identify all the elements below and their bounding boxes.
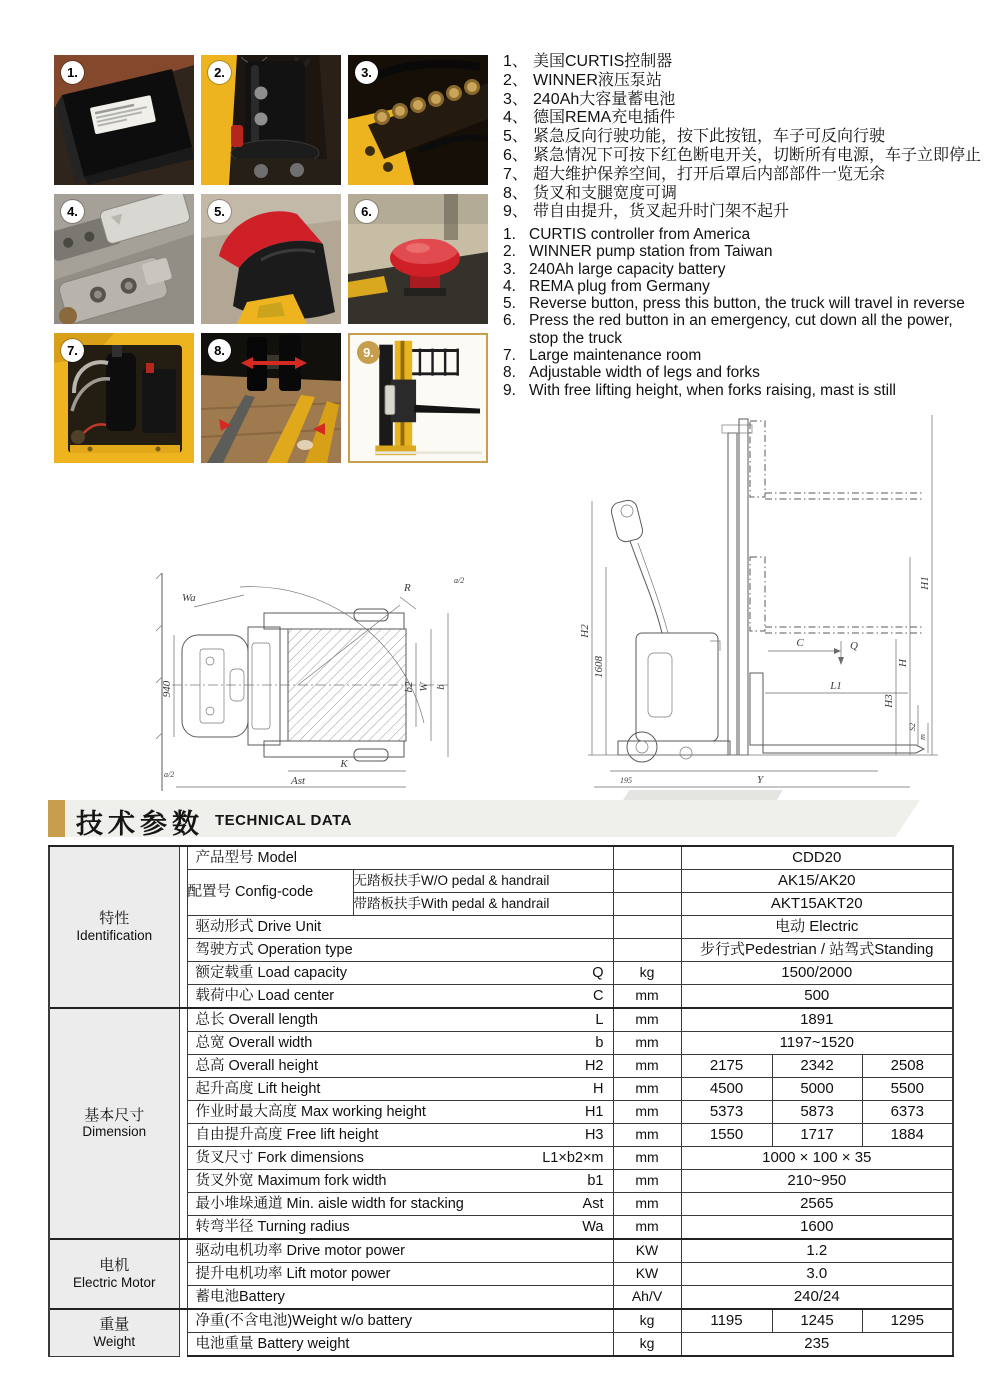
photo-number-badge: 4. — [61, 200, 84, 223]
spec-label: 作业时最大高度 Max working height H1 — [187, 1101, 613, 1124]
feature-item: 1、 美国CURTIS控制器 — [503, 53, 673, 70]
feature-item: 6. Press the red button in an emergency, cut down all the power, stop the truck — [503, 312, 953, 347]
dim-label-q: Q — [850, 640, 858, 652]
spec-label: 总长 Overall length L — [187, 1008, 613, 1032]
dim-label-h3: H3 — [883, 694, 895, 708]
dim-label-195: 195 — [620, 776, 632, 785]
feature-item: 4、 德国REMA充电插件 — [503, 109, 676, 127]
category-electric-motor: 电机 Electric Motor — [49, 1239, 179, 1309]
spec-unit: mm — [613, 1170, 681, 1193]
spec-value: 1500/2000 — [681, 962, 953, 985]
feature-item: 7. Large maintenance room — [503, 347, 702, 365]
spec-row — [49, 1008, 953, 1032]
spec-unit: mm — [613, 1055, 681, 1078]
dim-label-c: C — [796, 637, 804, 649]
photo-number-badge: 2. — [208, 61, 231, 84]
spec-unit — [613, 893, 681, 916]
spec-label: 提升电机功率 Lift motor power — [187, 1263, 613, 1286]
feature-item: 4. REMA plug from Germany — [503, 277, 710, 295]
spec-unit — [613, 870, 681, 893]
spec-value: 5873 — [772, 1101, 862, 1124]
spec-value: 1891 — [681, 1008, 953, 1032]
dim-label-wa: Wa — [182, 592, 196, 604]
spec-unit: Ah/V — [613, 1286, 681, 1310]
spec-unit: kg — [613, 962, 681, 985]
spec-label: 驱动电机功率 Drive motor power — [187, 1239, 613, 1263]
technical-data-table — [48, 845, 954, 1357]
dim-label-b: b — [435, 684, 447, 690]
header-decoration — [623, 790, 783, 800]
photo-5-reverse-button — [201, 194, 341, 324]
feature-item: 3、 240Ah大容量蓄电池 — [503, 90, 676, 108]
spec-value: AK15/AK20 — [681, 870, 953, 893]
dim-label-a2-bottom: a/2 — [164, 770, 175, 779]
spec-label: 货叉尺寸 Fork dimensions L1×b2×m — [187, 1147, 613, 1170]
spec-value: 1600 — [681, 1216, 953, 1240]
spec-label: 转弯半径 Turning radius Wa — [187, 1216, 613, 1240]
spec-label: 蓄电池Battery — [187, 1286, 613, 1310]
spec-label: 起升高度 Lift height H — [187, 1078, 613, 1101]
photo-1-curtis-controller — [54, 55, 194, 185]
spec-unit: KW — [613, 1263, 681, 1286]
spec-unit: mm — [613, 1216, 681, 1240]
spec-value: 1000 × 100 × 35 — [681, 1147, 953, 1170]
category-weight: 重量 Weight — [49, 1309, 179, 1356]
spec-unit: mm — [613, 985, 681, 1009]
spec-row — [49, 1239, 953, 1263]
table-gap — [179, 846, 187, 1008]
photo-number-badge: 3. — [355, 61, 378, 84]
spec-unit: mm — [613, 1101, 681, 1124]
spec-value: 5500 — [862, 1078, 953, 1101]
features-list-chinese — [503, 53, 995, 222]
photo-4-rema-plug — [54, 194, 194, 324]
dim-label-k: K — [340, 758, 348, 770]
spec-label: 驱动形式 Drive Unit — [187, 916, 613, 939]
spec-value: 1884 — [862, 1124, 953, 1147]
spec-unit: mm — [613, 1193, 681, 1216]
spec-value: 500 — [681, 985, 953, 1009]
spec-value: 2508 — [862, 1055, 953, 1078]
spec-label: 总高 Overall height H2 — [187, 1055, 613, 1078]
photo-number-badge: 7. — [61, 339, 84, 362]
feature-item: 2. WINNER pump station from Taiwan — [503, 243, 773, 261]
photo-number-badge: 1. — [61, 61, 84, 84]
feature-item: 1. CURTIS controller from America — [503, 226, 751, 243]
spec-sublabel: 带踏板扶手With pedal & handrail — [353, 893, 613, 916]
spec-value: 5373 — [681, 1101, 772, 1124]
spec-value: 3.0 — [681, 1263, 953, 1286]
spec-value: 1197~1520 — [681, 1032, 953, 1055]
dim-label-a2-top: a/2 — [454, 576, 465, 585]
dim-label-l1: L1 — [830, 680, 842, 692]
spec-value: AKT15AKT20 — [681, 893, 953, 916]
photo-3-battery — [348, 55, 488, 185]
spec-value: 235 — [681, 1333, 953, 1357]
spec-label: 货叉外宽 Maximum fork width b1 — [187, 1170, 613, 1193]
spec-row — [49, 846, 953, 870]
photo-number-badge: 9. — [357, 341, 380, 364]
feature-item: 7、 超大维护保养空间，打开后罩后内部部件一览无余 — [503, 165, 886, 183]
spec-value: 1245 — [772, 1309, 862, 1333]
feature-item: 5. Reverse button, press this button, the truck will travel in reverse — [503, 295, 965, 313]
feature-item: 5、 紧急反向行驶功能，按下此按钮，车子可反向行驶 — [503, 128, 886, 146]
spec-unit: kg — [613, 1333, 681, 1357]
spec-value: 1717 — [772, 1124, 862, 1147]
spec-value: 1195 — [681, 1309, 772, 1333]
spec-unit: kg — [613, 1309, 681, 1333]
feature-item: 8. Adjustable width of legs and forks — [503, 364, 760, 382]
dim-label-y: Y — [756, 774, 764, 786]
side-view-drawing — [578, 405, 946, 801]
spec-unit: KW — [613, 1239, 681, 1263]
spec-value: 步行式Pedestrian / 站驾式Standing — [681, 939, 953, 962]
dim-label-h: H — [897, 659, 909, 667]
dim-label-940: 940 — [161, 680, 173, 698]
table-gap — [179, 1309, 187, 1356]
photo-6-emergency-stop — [348, 194, 488, 324]
spec-label: 最小堆垛通道 Min. aisle width for stacking Ast — [187, 1193, 613, 1216]
spec-label: 产品型号 Model — [187, 846, 613, 870]
spec-unit: mm — [613, 1124, 681, 1147]
spec-unit — [613, 846, 681, 870]
header-accent-square — [48, 800, 65, 837]
spec-unit: mm — [613, 1147, 681, 1170]
spec-unit: mm — [613, 1032, 681, 1055]
spec-value: 2342 — [772, 1055, 862, 1078]
technical-data-header — [48, 800, 938, 837]
top-view-drawing — [148, 565, 470, 797]
dim-label-w: W — [418, 682, 430, 692]
spec-value: CDD20 — [681, 846, 953, 870]
category-identification: 特性 Identification — [49, 846, 179, 1008]
spec-label: 载荷中心 Load center C — [187, 985, 613, 1009]
photo-number-badge: 6. — [355, 200, 378, 223]
feature-item: 9. With free lifting height, when forks raising, mast is still — [503, 381, 896, 399]
spec-value: 1550 — [681, 1124, 772, 1147]
spec-value: 1.2 — [681, 1239, 953, 1263]
dim-label-r: R — [404, 582, 411, 594]
photo-9-free-lift-stacker — [348, 333, 488, 463]
photo-number-badge: 5. — [208, 200, 231, 223]
spec-value: 210~950 — [681, 1170, 953, 1193]
spec-label: 配置号 Config-code — [187, 870, 353, 916]
spec-value: 240/24 — [681, 1286, 953, 1310]
spec-label: 电池重量 Battery weight — [187, 1333, 613, 1357]
feature-item: 2、 WINNER液压泵站 — [503, 71, 662, 89]
spec-label: 驾驶方式 Operation type — [187, 939, 613, 962]
features-list-english — [503, 226, 973, 399]
section-title-chinese: 技术参数 — [76, 809, 204, 839]
spec-unit: mm — [613, 1008, 681, 1032]
spec-unit: mm — [613, 1078, 681, 1101]
photo-8-adjustable-forks — [201, 333, 341, 463]
photo-7-maintenance-room — [54, 333, 194, 463]
feature-item: 9、 带自由提升，货叉起升时门架不起升 — [503, 203, 790, 221]
spec-label: 额定载重 Load capacity Q — [187, 962, 613, 985]
table-gap — [179, 1008, 187, 1239]
spec-label: 净重(不含电池)Weight w/o battery — [187, 1309, 613, 1333]
dim-label-m: m — [918, 734, 927, 740]
spec-unit — [613, 916, 681, 939]
spec-value: 2565 — [681, 1193, 953, 1216]
spec-sublabel: 无踏板扶手W/O pedal & handrail — [353, 870, 613, 893]
dim-label-1608: 1608 — [593, 656, 605, 678]
spec-value: 4500 — [681, 1078, 772, 1101]
dim-label-s2: S2 — [908, 723, 917, 731]
feature-item: 6、 紧急情况下可按下红色断电开关，切断所有电源，车子立即停止 — [503, 146, 982, 164]
spec-row — [49, 1309, 953, 1333]
photo-2-pump-station — [201, 55, 341, 185]
product-photo-grid — [54, 55, 488, 463]
dim-label-ast: Ast — [290, 775, 306, 787]
dim-label-b2: b2 — [403, 681, 415, 693]
dim-label-h1: H1 — [919, 576, 931, 590]
dim-label-h2: H2 — [579, 624, 591, 638]
spec-value: 1295 — [862, 1309, 953, 1333]
spec-value: 6373 — [862, 1101, 953, 1124]
category-dimension: 基本尺寸 Dimension — [49, 1008, 179, 1239]
section-title-english: TECHNICAL DATA — [215, 812, 352, 829]
spec-value: 电动 Electric — [681, 916, 953, 939]
table-gap — [179, 1239, 187, 1309]
photo-number-badge: 8. — [208, 339, 231, 362]
spec-unit — [613, 939, 681, 962]
feature-item: 8、 货叉和支腿宽度可调 — [503, 184, 678, 202]
spec-label: 总宽 Overall width b — [187, 1032, 613, 1055]
spec-label: 自由提升高度 Free lift height H3 — [187, 1124, 613, 1147]
feature-item: 3. 240Ah large capacity battery — [503, 260, 726, 278]
spec-value: 5000 — [772, 1078, 862, 1101]
spec-value: 2175 — [681, 1055, 772, 1078]
